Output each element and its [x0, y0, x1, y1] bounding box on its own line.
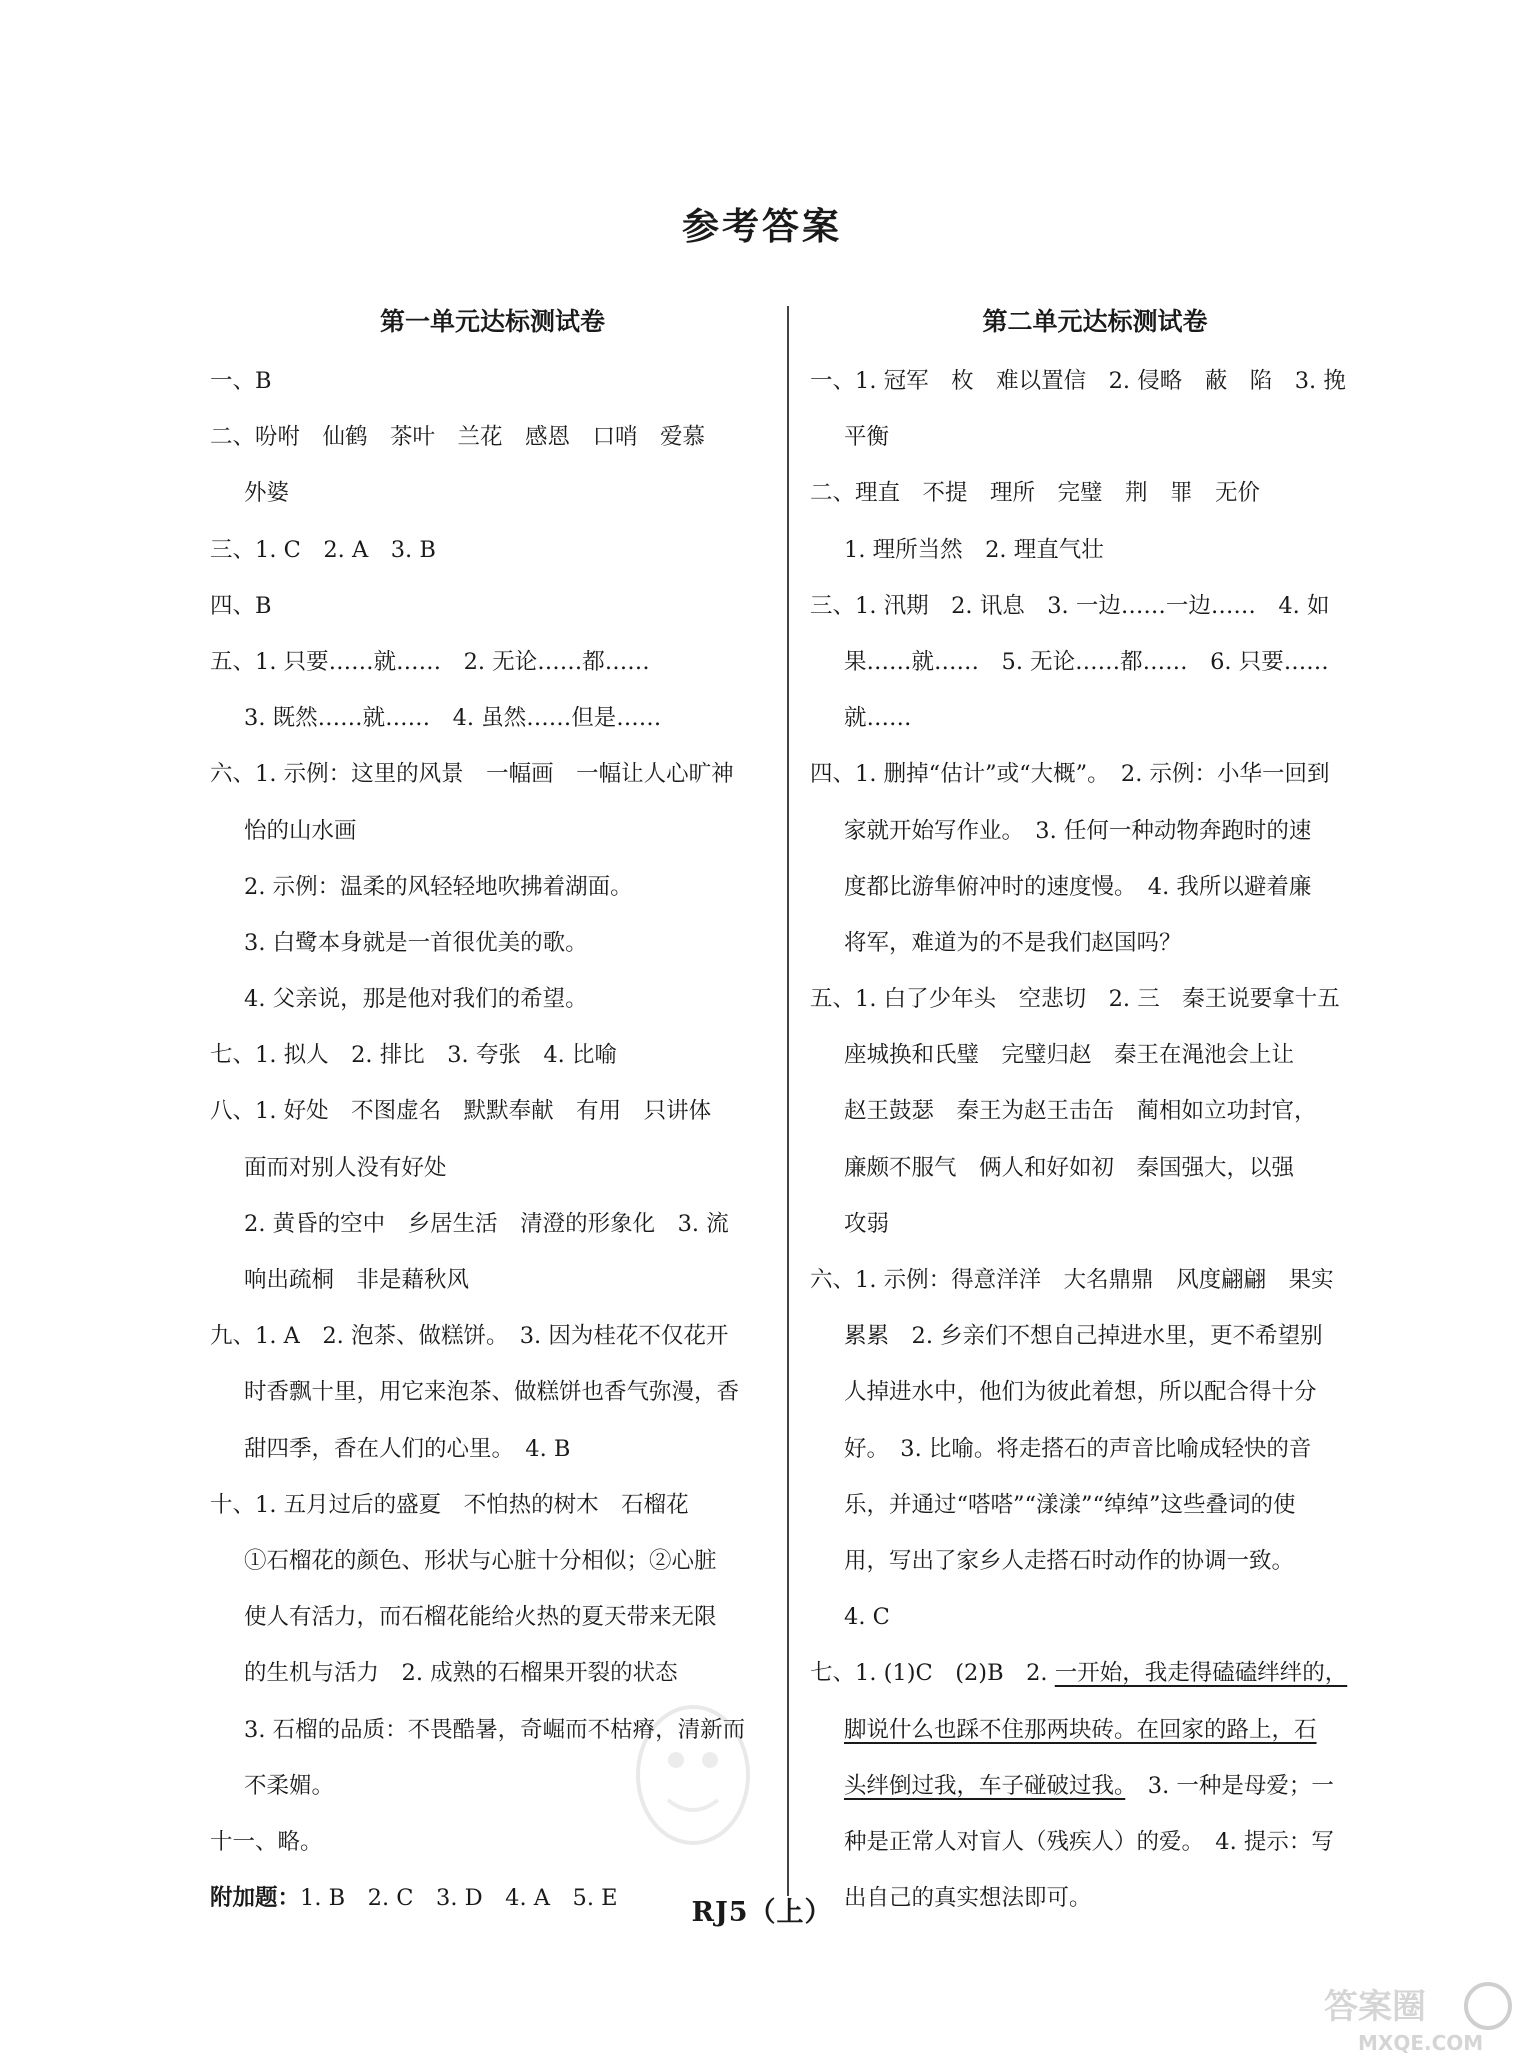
answer-line-q7: [810, 1702, 1380, 1758]
answer-line: 的生机与活力 2. 成熟的石榴果开裂的状态: [244, 1660, 678, 1687]
answer-line-q7: [810, 1645, 1380, 1701]
answer-line: 甜四季，香在人们的心里。 4. B: [244, 1435, 571, 1462]
answer-line: 攻弱: [844, 1210, 890, 1237]
extra-questions-answers: 1. B 2. C 3. D 4. A 5. E: [300, 1885, 618, 1912]
answer-line: 3. 石榴的品质：不畏酷暑，奇崛而不枯瘠，清新而: [244, 1716, 746, 1743]
answer-line: 4. 父亲说，那是他对我们的希望。: [244, 986, 588, 1013]
answer-line: 累累 2. 乡亲们不想自己掉进水里，更不希望别: [844, 1323, 1323, 1350]
answer-line: 十一、略。: [210, 1828, 323, 1855]
page-title: 参考答案: [682, 205, 842, 248]
answer-line: 响出疏桐 非是藉秋风: [244, 1267, 470, 1293]
answer-line: 好。 3. 比喻。将走搭石的声音比喻成轻快的音: [844, 1435, 1312, 1462]
watermark-url: MXQE.COM: [1358, 2031, 1484, 2055]
answer-line: 五、1. 白了少年头 空悲切 2. 三 秦王说要拿十五: [810, 986, 1340, 1013]
right-column-heading: 第二单元达标测试卷: [982, 307, 1208, 336]
answer-line: 怡的山水画: [244, 817, 357, 844]
answer-line: 七、1. 拟人 2. 排比 3. 夸张 4. 比喻: [210, 1042, 617, 1069]
extra-questions-label: 附加题：: [210, 1885, 301, 1912]
answer-line: 八、1. 好处 不图虚名 默默奉献 有用 只讲体: [210, 1098, 712, 1125]
answer-line: 十、1. 五月过后的盛夏 不怕热的树木 石榴花: [210, 1491, 689, 1518]
answer-line: 五、1. 只要……就…… 2. 无论……都……: [210, 648, 650, 675]
answer-line: 2. 示例：温柔的风轻轻地吹拂着湖面。: [244, 873, 633, 900]
answer-line: 3. 既然……就…… 4. 虽然……但是……: [244, 705, 662, 732]
watermark-title: 答案圈: [1324, 1987, 1426, 2027]
answer-line: 4. C: [844, 1604, 890, 1631]
answer-line-q7: [810, 1758, 1380, 1814]
answer-line: 三、1. 汛期 2. 讯息 3. 一边……一边…… 4. 如: [810, 592, 1330, 619]
column-divider: [787, 306, 789, 1896]
answer-line: 2. 黄昏的空中 乡居生活 清澄的形象化 3. 流: [244, 1210, 729, 1237]
answer-line: 乐，并通过“嗒嗒”“漾漾”“绰绰”这些叠词的使: [844, 1491, 1296, 1518]
left-column-heading: 第一单元达标测试卷: [379, 307, 605, 336]
answer-line: 就……: [844, 705, 912, 732]
answer-line: 一、1. 冠军 枚 难以置信 2. 侵略 蔽 陷 3. 挽: [810, 368, 1346, 394]
answer-line: 果……就…… 5. 无论……都…… 6. 只要……: [844, 648, 1329, 675]
answer-line: 二、吩咐 仙鹤 茶叶 兰花 感恩 口哨 爱慕: [210, 424, 706, 451]
answer-line: 度都比游隼俯冲时的速度慢。 4. 我所以避着廉: [844, 873, 1312, 900]
q7-underlined-text: 头绊倒过我，车子碰破过我。: [844, 1772, 1126, 1799]
answer-line: 家就开始写作业。 3. 任何一种动物奔跑时的速: [844, 817, 1312, 844]
q7-underlined-text: 脚说什么也踩不住那两块砖。在回家的路上，石: [844, 1716, 1317, 1743]
answer-line: 使人有活力，而石榴花能给火热的夏天带来无限: [244, 1604, 717, 1631]
answer-line: 时香飘十里，用它来泡茶、做糕饼也香气弥漫，香: [244, 1379, 740, 1406]
faint-stamp-graphic: [628, 1700, 758, 1850]
answer-line: 将军，难道为的不是我们赵国吗？: [844, 929, 1182, 956]
answer-line: 二、理直 不提 理所 完璧 荆 罪 无价: [810, 480, 1261, 507]
answer-line: 一、B: [210, 368, 272, 394]
answer-line: 3. 白鹭本身就是一首很优美的歌。: [244, 929, 588, 956]
answer-line: 用，写出了家乡人走搭石时动作的协调一致。: [844, 1547, 1295, 1574]
answer-line: 不柔媚。: [244, 1772, 335, 1799]
answer-line: 面而对别人没有好处: [244, 1154, 447, 1181]
q7-rest: 3. 一种是母爱；一: [1125, 1772, 1334, 1799]
answer-line: 人掉进水中，他们为彼此着想，所以配合得十分: [844, 1379, 1317, 1406]
answer-line: 六、1. 示例：这里的风景 一幅画 一幅让人心旷神: [210, 761, 734, 788]
watermark-logo: [1318, 1976, 1518, 2056]
answer-line: 四、1. 删掉“估计”或“大概”。 2. 示例：小华一回到: [810, 761, 1330, 788]
answer-line: 种是正常人对盲人（残疾人）的爱。 4. 提示：写: [844, 1828, 1334, 1855]
left-column: [210, 302, 775, 1926]
answer-line: 三、1. C 2. A 3. B: [210, 536, 436, 563]
answer-line: 赵王鼓瑟 秦王为赵王击缶 蔺相如立功封官，: [844, 1098, 1317, 1125]
right-column: [810, 302, 1380, 1926]
answer-line: 四、B: [210, 592, 272, 619]
answer-line: 座城换和氏璧 完璧归赵 秦王在渑池会上让: [844, 1042, 1295, 1069]
q7-prefix: 七、1. (1)C (2)B 2.: [810, 1660, 1055, 1687]
answer-line: 平衡: [844, 424, 890, 451]
answer-line: 外婆: [244, 480, 290, 507]
q7-underlined-text: 一开始，我走得磕磕绊绊的，: [1054, 1660, 1348, 1687]
answer-line: 九、1. A 2. 泡茶、做糕饼。 3. 因为桂花不仅花开: [210, 1323, 729, 1350]
answer-line: 出自己的真实想法即可。: [844, 1885, 1092, 1912]
answer-line: ①石榴花的颜色、形状与心脏十分相似；②心脏: [244, 1547, 717, 1574]
answer-line: 廉颇不服气 俩人和好如初 秦国强大，以强: [844, 1154, 1295, 1181]
answer-line: 六、1. 示例：得意洋洋 大名鼎鼎 风度翩翩 果实: [810, 1267, 1334, 1293]
answer-line: 1. 理所当然 2. 理直气壮: [844, 536, 1104, 563]
page-footer: RJ5（上）: [691, 1897, 833, 1928]
